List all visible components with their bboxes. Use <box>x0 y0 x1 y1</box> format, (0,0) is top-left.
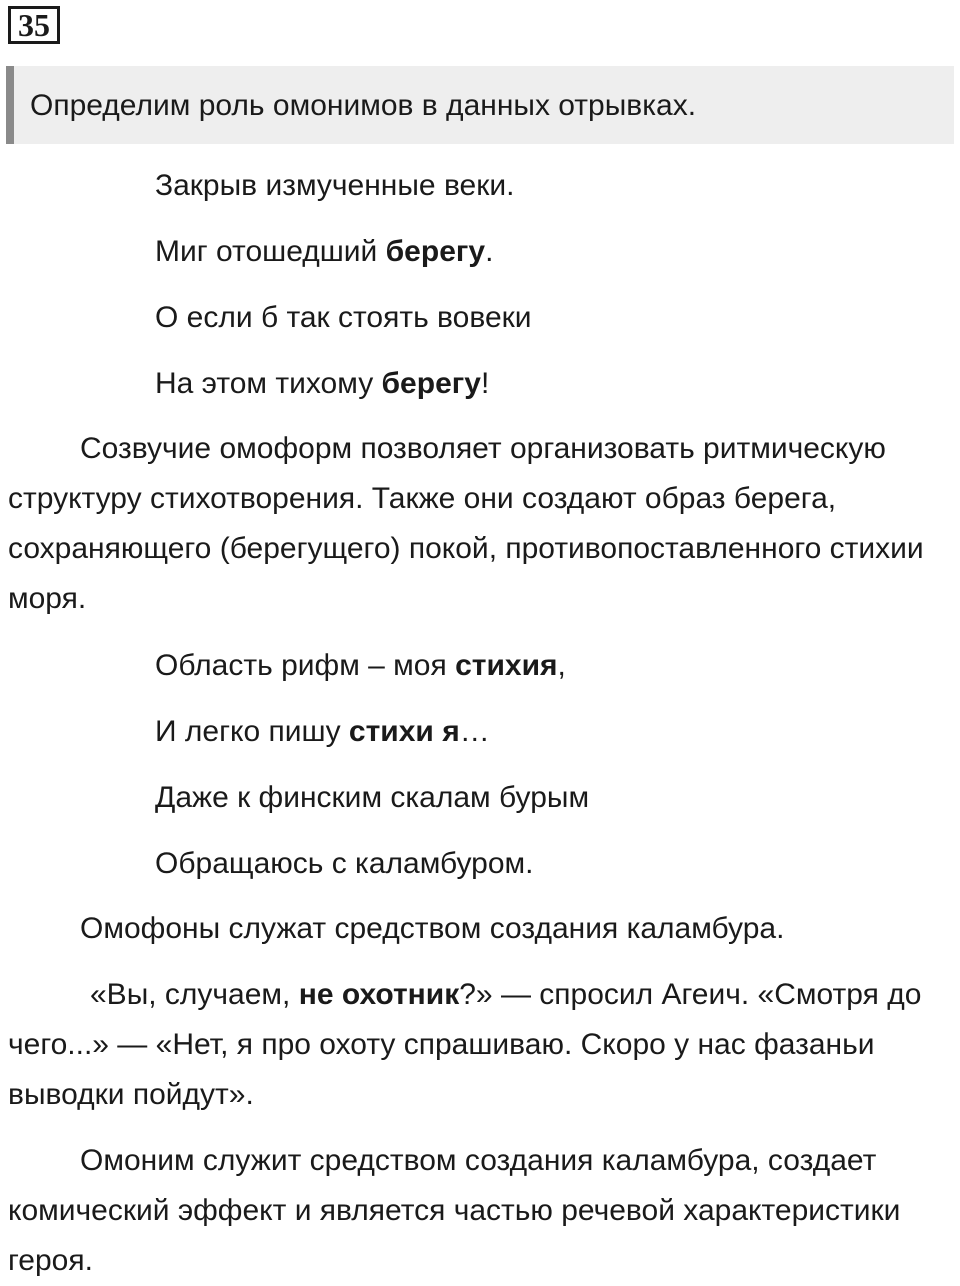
poem1-line-1: Закрыв измученные веки. <box>155 169 515 202</box>
poem1-line-4: На этом тихому берегу! <box>155 367 490 400</box>
comment-paragraph-3: Омоним служит средством создания каламбура, создает комический эффект и является частью речевой характеристики героя. <box>8 1144 901 1277</box>
task-prompt-text: Определим роль омонимов в данных отрывках. <box>30 89 697 122</box>
poem1-line-3: О если б так стоять вовеки <box>155 301 532 334</box>
comment-paragraph-1: Созвучие омоформ позволяет организовать ритмическую структуру стихотворения. Также они создают образ берега, сохраняющего (берегущего) покой, противопоставленного стихии моря. <box>8 432 924 615</box>
poem1-line-2: Миг отошедший берегу. <box>155 235 494 268</box>
poem2-line-3: Даже к финским скалам бурым <box>155 781 590 814</box>
quote-paragraph: «Вы, случаем, не охотник?» — спросил Агеич. «Смотря до чего...» — «Нет, я про охоту спрашиваю. Скоро у нас фазаньи выводки пойдут». <box>8 978 922 1111</box>
comment-paragraph-2: Омофоны служат средством создания каламбура. <box>80 912 785 945</box>
task-prompt-banner <box>6 66 954 144</box>
poem2-line-1: Область рифм – моя стихия, <box>155 649 566 682</box>
poem2-line-4: Обращаюсь с каламбуром. <box>155 847 534 880</box>
poem2-line-2: И легко пишу стихи я… <box>155 715 490 748</box>
task-number-badge: 35 <box>8 6 60 44</box>
